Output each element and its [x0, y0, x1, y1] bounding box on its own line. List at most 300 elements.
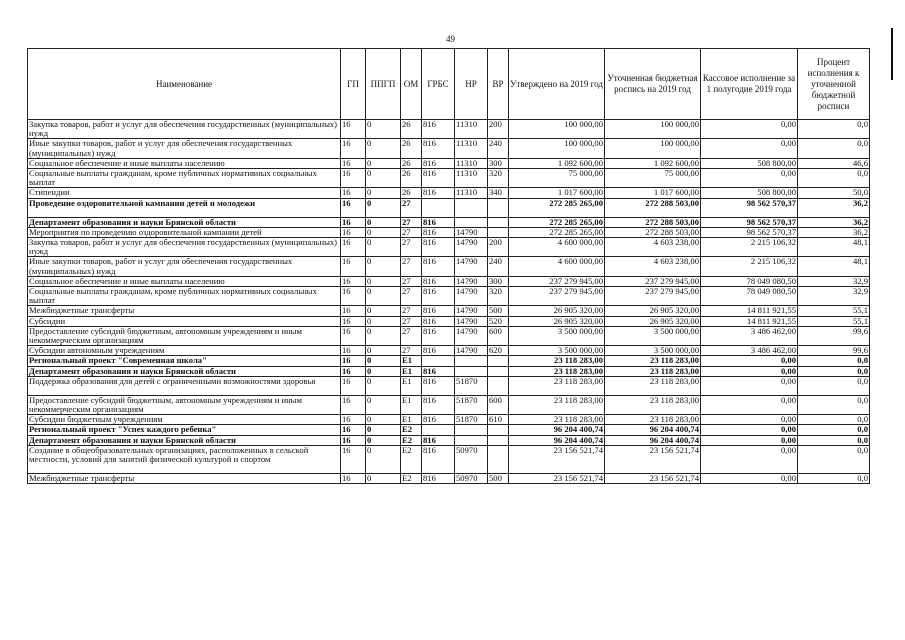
cell-percent: 0,0 [798, 435, 870, 445]
cell-approved: 75 000,00 [509, 169, 605, 188]
cell-refined: 23 118 283,00 [605, 395, 701, 414]
cell-ppgp: 0 [366, 139, 401, 158]
cell-ppgp: 0 [366, 326, 401, 345]
cell-name: Социальные выплаты гражданам, кроме публичных нормативных социальных выплат [28, 169, 341, 188]
table-row [28, 366, 870, 376]
cell-gp: 16 [341, 227, 366, 237]
cell-approved: 23 156 521,74 [509, 473, 605, 483]
table-row [28, 287, 870, 306]
cell-nr: 14790 [455, 238, 488, 257]
cell-nr [455, 435, 488, 445]
cell-approved: 96 204 400,74 [509, 435, 605, 445]
cell-om: 27 [401, 346, 422, 356]
cell-ppgp: 0 [366, 120, 401, 139]
table-row [28, 415, 870, 425]
cell-nr [455, 366, 488, 376]
cell-gp: 16 [341, 188, 366, 198]
cell-name: Иные закупки товаров, работ и услуг для обеспечения государственных (муниципальных) нужд [28, 139, 341, 158]
cell-gp: 16 [341, 415, 366, 425]
cell-om: 27 [401, 198, 422, 217]
cell-name: Межбюджетные трансферты [28, 473, 341, 483]
cell-ppgp: 0 [366, 169, 401, 188]
cell-vr: 620 [488, 346, 509, 356]
cell-refined: 96 204 400,74 [605, 425, 701, 435]
cell-nr: 11310 [455, 169, 488, 188]
cell-name: Департамент образования и науки Брянской области [28, 366, 341, 376]
cell-nr: 14790 [455, 346, 488, 356]
cell-om: E2 [401, 425, 422, 435]
cell-gp: 16 [341, 376, 366, 395]
cell-om: 27 [401, 276, 422, 286]
cell-refined: 100 000,00 [605, 139, 701, 158]
cell-gp: 16 [341, 158, 366, 168]
cell-refined: 26 905 320,00 [605, 306, 701, 316]
cell-percent: 0,0 [798, 445, 870, 473]
cell-grbs: 816 [422, 276, 455, 286]
cell-nr: 14790 [455, 227, 488, 237]
cell-grbs [422, 425, 455, 435]
cell-percent: 46,6 [798, 158, 870, 168]
cell-approved: 23 118 283,00 [509, 366, 605, 376]
cell-vr: 240 [488, 257, 509, 276]
cell-ppgp: 0 [366, 376, 401, 395]
cell-percent: 48,1 [798, 238, 870, 257]
cell-grbs: 816 [422, 376, 455, 395]
cell-refined: 26 905 320,00 [605, 316, 701, 326]
cell-refined: 96 204 400,74 [605, 435, 701, 445]
cell-vr: 320 [488, 169, 509, 188]
cell-grbs: 816 [422, 227, 455, 237]
cell-om: E1 [401, 415, 422, 425]
table-row [28, 425, 870, 435]
cell-vr: 500 [488, 473, 509, 483]
cell-nr: 11310 [455, 139, 488, 158]
cell-om: E2 [401, 445, 422, 473]
header-refined: Уточненная бюджетная роспись на 2019 год [605, 49, 701, 120]
cell-approved: 96 204 400,74 [509, 425, 605, 435]
cell-cash: 0,00 [701, 120, 798, 139]
cell-om: 27 [401, 227, 422, 237]
cell-cash: 98 562 570,37 [701, 198, 798, 217]
cell-ppgp: 0 [366, 287, 401, 306]
cell-grbs: 816 [422, 445, 455, 473]
cell-gp: 16 [341, 473, 366, 483]
cell-percent: 99,6 [798, 346, 870, 356]
cell-grbs: 816 [422, 217, 455, 227]
cell-percent: 0,0 [798, 139, 870, 158]
cell-refined: 4 603 238,00 [605, 257, 701, 276]
cell-nr [455, 425, 488, 435]
cell-refined: 100 000,00 [605, 120, 701, 139]
cell-cash: 14 811 921,55 [701, 316, 798, 326]
cell-nr: 14790 [455, 257, 488, 276]
cell-nr: 51870 [455, 415, 488, 425]
cell-ppgp: 0 [366, 158, 401, 168]
cell-percent: 36,2 [798, 198, 870, 217]
margin-line [891, 28, 893, 80]
cell-cash: 0,00 [701, 415, 798, 425]
cell-percent: 0,0 [798, 395, 870, 414]
cell-name: Региональный проект "Современная школа" [28, 356, 341, 366]
cell-vr [488, 376, 509, 395]
cell-grbs: 816 [422, 346, 455, 356]
cell-percent: 32,9 [798, 276, 870, 286]
cell-cash: 3 486 462,00 [701, 346, 798, 356]
table-body [28, 120, 870, 484]
cell-cash: 78 049 080,50 [701, 287, 798, 306]
cell-grbs: 816 [422, 158, 455, 168]
table-row [28, 473, 870, 483]
cell-name: Предоставление субсидий бюджетным, автономным учреждениям и иным некоммерческим организациям [28, 326, 341, 345]
cell-cash: 0,00 [701, 376, 798, 395]
cell-gp: 16 [341, 139, 366, 158]
cell-cash: 98 562 570,37 [701, 227, 798, 237]
cell-cash: 14 811 921,55 [701, 306, 798, 316]
cell-om: 27 [401, 238, 422, 257]
table-row [28, 435, 870, 445]
table-row [28, 158, 870, 168]
header-om: ОМ [401, 49, 422, 120]
cell-ppgp: 0 [366, 316, 401, 326]
cell-vr [488, 366, 509, 376]
cell-approved: 23 118 283,00 [509, 376, 605, 395]
cell-refined: 23 118 283,00 [605, 366, 701, 376]
cell-grbs: 816 [422, 435, 455, 445]
cell-approved: 272 285 265,00 [509, 227, 605, 237]
cell-grbs: 816 [422, 287, 455, 306]
cell-percent: 0,0 [798, 425, 870, 435]
cell-om: E1 [401, 356, 422, 366]
table-row [28, 120, 870, 139]
cell-vr: 320 [488, 287, 509, 306]
table-row [28, 276, 870, 286]
cell-grbs: 816 [422, 326, 455, 345]
cell-ppgp: 0 [366, 415, 401, 425]
cell-nr: 14790 [455, 306, 488, 316]
cell-ppgp: 0 [366, 276, 401, 286]
cell-vr: 600 [488, 326, 509, 345]
cell-vr [488, 227, 509, 237]
cell-vr: 200 [488, 238, 509, 257]
cell-cash: 0,00 [701, 139, 798, 158]
cell-nr: 11310 [455, 158, 488, 168]
cell-gp: 16 [341, 257, 366, 276]
cell-grbs: 816 [422, 415, 455, 425]
cell-percent: 55,1 [798, 316, 870, 326]
table-row [28, 257, 870, 276]
cell-refined: 237 279 945,00 [605, 276, 701, 286]
cell-refined: 23 118 283,00 [605, 376, 701, 395]
cell-approved: 237 279 945,00 [509, 276, 605, 286]
cell-nr: 11310 [455, 188, 488, 198]
cell-grbs: 816 [422, 366, 455, 376]
table-row [28, 217, 870, 227]
cell-gp: 16 [341, 445, 366, 473]
cell-grbs: 816 [422, 139, 455, 158]
cell-approved: 26 905 320,00 [509, 316, 605, 326]
cell-name: Закупка товаров, работ и услуг для обеспечения государственных (муниципальных) нужд [28, 238, 341, 257]
cell-percent: 0,0 [798, 356, 870, 366]
cell-gp: 16 [341, 326, 366, 345]
cell-vr: 300 [488, 158, 509, 168]
cell-refined: 237 279 945,00 [605, 287, 701, 306]
cell-name: Субсидии [28, 316, 341, 326]
cell-refined: 272 288 503,00 [605, 227, 701, 237]
cell-grbs: 816 [422, 395, 455, 414]
cell-name: Создание в общеобразовательных организациях, расположенных в сельской местности, условий для занятий физической культурой и спортом [28, 445, 341, 473]
cell-nr [455, 217, 488, 227]
cell-name: Закупка товаров, работ и услуг для обеспечения государственных (муниципальных) нужд [28, 120, 341, 139]
cell-refined: 23 156 521,74 [605, 445, 701, 473]
cell-gp: 16 [341, 366, 366, 376]
cell-name: Департамент образования и науки Брянской области [28, 435, 341, 445]
cell-cash: 2 215 106,32 [701, 238, 798, 257]
cell-approved: 100 000,00 [509, 139, 605, 158]
cell-refined: 1 017 600,00 [605, 188, 701, 198]
cell-percent: 32,9 [798, 287, 870, 306]
cell-grbs: 816 [422, 120, 455, 139]
cell-gp: 16 [341, 316, 366, 326]
table-row [28, 227, 870, 237]
header-vr: ВР [488, 49, 509, 120]
cell-refined: 4 603 238,00 [605, 238, 701, 257]
cell-grbs: 816 [422, 169, 455, 188]
table-row [28, 395, 870, 414]
header-approved: Утверждено на 2019 год [509, 49, 605, 120]
cell-ppgp: 0 [366, 217, 401, 227]
cell-percent: 0,0 [798, 473, 870, 483]
cell-approved: 3 500 000,00 [509, 346, 605, 356]
cell-ppgp: 0 [366, 425, 401, 435]
cell-gp: 16 [341, 198, 366, 217]
cell-vr [488, 425, 509, 435]
cell-vr: 200 [488, 120, 509, 139]
cell-refined: 272 288 503,00 [605, 198, 701, 217]
cell-nr: 50970 [455, 445, 488, 473]
cell-approved: 272 285 265,00 [509, 217, 605, 227]
cell-vr: 600 [488, 395, 509, 414]
cell-name: Субсидии бюджетным учреждениям [28, 415, 341, 425]
cell-approved: 23 118 283,00 [509, 415, 605, 425]
cell-name: Стипендии [28, 188, 341, 198]
table-row [28, 198, 870, 217]
cell-name: Мероприятия по проведению оздоровительной кампании детей [28, 227, 341, 237]
cell-cash: 0,00 [701, 425, 798, 435]
cell-ppgp: 0 [366, 445, 401, 473]
table-row [28, 326, 870, 345]
cell-cash: 508 800,00 [701, 188, 798, 198]
cell-cash: 0,00 [701, 435, 798, 445]
header-percent: Процент исполнения к уточненной бюджетной росписи [798, 49, 870, 120]
cell-cash: 0,00 [701, 395, 798, 414]
cell-gp: 16 [341, 217, 366, 227]
cell-om: 26 [401, 169, 422, 188]
cell-vr: 340 [488, 188, 509, 198]
cell-approved: 4 600 000,00 [509, 238, 605, 257]
cell-vr: 500 [488, 306, 509, 316]
cell-percent: 99,6 [798, 326, 870, 345]
header-ppgp: ППГП [366, 49, 401, 120]
cell-name: Департамент образования и науки Брянской области [28, 217, 341, 227]
cell-grbs [422, 356, 455, 366]
cell-nr: 11310 [455, 120, 488, 139]
cell-ppgp: 0 [366, 257, 401, 276]
header-gp: ГП [341, 49, 366, 120]
budget-table [27, 48, 870, 484]
cell-approved: 237 279 945,00 [509, 287, 605, 306]
cell-approved: 4 600 000,00 [509, 257, 605, 276]
header-name: Наименование [28, 49, 341, 120]
cell-gp: 16 [341, 356, 366, 366]
cell-vr [488, 445, 509, 473]
cell-ppgp: 0 [366, 227, 401, 237]
cell-gp: 16 [341, 276, 366, 286]
cell-grbs: 816 [422, 238, 455, 257]
cell-ppgp: 0 [366, 473, 401, 483]
cell-gp: 16 [341, 395, 366, 414]
cell-name: Иные закупки товаров, работ и услуг для обеспечения государственных (муниципальных) нужд [28, 257, 341, 276]
cell-vr [488, 217, 509, 227]
cell-ppgp: 0 [366, 366, 401, 376]
cell-vr [488, 198, 509, 217]
cell-approved: 3 500 000,00 [509, 326, 605, 345]
cell-ppgp: 0 [366, 395, 401, 414]
cell-grbs: 816 [422, 316, 455, 326]
cell-name: Проведение оздоровительной кампании детей и молодежи [28, 198, 341, 217]
cell-grbs: 816 [422, 188, 455, 198]
cell-nr: 50970 [455, 473, 488, 483]
table-row [28, 188, 870, 198]
table-row [28, 169, 870, 188]
cell-om: E2 [401, 473, 422, 483]
cell-refined: 75 000,00 [605, 169, 701, 188]
cell-gp: 16 [341, 120, 366, 139]
cell-gp: 16 [341, 346, 366, 356]
cell-cash: 2 215 106,32 [701, 257, 798, 276]
cell-refined: 23 156 521,74 [605, 473, 701, 483]
cell-grbs [422, 198, 455, 217]
cell-grbs: 816 [422, 257, 455, 276]
cell-om: 26 [401, 158, 422, 168]
cell-name: Предоставление субсидий бюджетным, автономным учреждениям и иным некоммерческим организациям [28, 395, 341, 414]
cell-cash: 0,00 [701, 445, 798, 473]
table-row [28, 346, 870, 356]
cell-percent: 55,1 [798, 306, 870, 316]
table-row [28, 238, 870, 257]
cell-approved: 26 905 320,00 [509, 306, 605, 316]
cell-percent: 50,0 [798, 188, 870, 198]
cell-name: Межбюджетные трансферты [28, 306, 341, 316]
cell-percent: 0,0 [798, 376, 870, 395]
cell-approved: 23 118 283,00 [509, 395, 605, 414]
cell-om: E1 [401, 366, 422, 376]
cell-ppgp: 0 [366, 346, 401, 356]
cell-ppgp: 0 [366, 198, 401, 217]
header-grbs: ГРБС [422, 49, 455, 120]
header-cash: Кассовое исполнение за 1 полугодие 2019 года [701, 49, 798, 120]
cell-vr: 300 [488, 276, 509, 286]
cell-vr: 520 [488, 316, 509, 326]
table-row [28, 376, 870, 395]
cell-name: Социальное обеспечение и иные выплаты населению [28, 158, 341, 168]
cell-percent: 48,1 [798, 257, 870, 276]
header-nr: НР [455, 49, 488, 120]
cell-approved: 100 000,00 [509, 120, 605, 139]
cell-cash: 98 562 570,37 [701, 217, 798, 227]
cell-percent: 0,0 [798, 120, 870, 139]
cell-cash: 3 486 462,00 [701, 326, 798, 345]
cell-om: 26 [401, 120, 422, 139]
cell-ppgp: 0 [366, 188, 401, 198]
cell-cash: 78 049 080,50 [701, 276, 798, 286]
table-header-row [28, 49, 870, 120]
cell-om: 26 [401, 139, 422, 158]
cell-ppgp: 0 [366, 306, 401, 316]
cell-om: E2 [401, 435, 422, 445]
cell-percent: 36,2 [798, 217, 870, 227]
cell-ppgp: 0 [366, 238, 401, 257]
cell-gp: 16 [341, 169, 366, 188]
cell-approved: 1 017 600,00 [509, 188, 605, 198]
cell-percent: 0,0 [798, 366, 870, 376]
cell-gp: 16 [341, 287, 366, 306]
cell-nr: 14790 [455, 287, 488, 306]
cell-grbs: 816 [422, 306, 455, 316]
cell-approved: 272 285 265,00 [509, 198, 605, 217]
table-row [28, 139, 870, 158]
cell-om: 27 [401, 257, 422, 276]
cell-om: 27 [401, 316, 422, 326]
cell-cash: 0,00 [701, 356, 798, 366]
page-number: 49 [446, 34, 455, 44]
cell-percent: 36,2 [798, 227, 870, 237]
cell-ppgp: 0 [366, 356, 401, 366]
table-row [28, 445, 870, 473]
cell-nr: 51870 [455, 395, 488, 414]
cell-refined: 23 118 283,00 [605, 356, 701, 366]
cell-gp: 16 [341, 306, 366, 316]
cell-approved: 23 118 283,00 [509, 356, 605, 366]
cell-om: E1 [401, 376, 422, 395]
table-row [28, 306, 870, 316]
cell-om: 27 [401, 306, 422, 316]
cell-nr [455, 198, 488, 217]
cell-grbs: 816 [422, 473, 455, 483]
cell-refined: 1 092 600,00 [605, 158, 701, 168]
cell-om: 27 [401, 326, 422, 345]
cell-name: Социальные выплаты гражданам, кроме публичных нормативных социальных выплат [28, 287, 341, 306]
cell-percent: 0,0 [798, 169, 870, 188]
cell-cash: 508 800,00 [701, 158, 798, 168]
cell-nr [455, 356, 488, 366]
cell-refined: 23 118 283,00 [605, 415, 701, 425]
cell-percent: 0,0 [798, 415, 870, 425]
cell-approved: 1 092 600,00 [509, 158, 605, 168]
cell-nr: 51870 [455, 376, 488, 395]
cell-om: 27 [401, 287, 422, 306]
cell-vr [488, 435, 509, 445]
cell-gp: 16 [341, 238, 366, 257]
cell-name: Поддержка образования для детей с ограниченными возможностями здоровья [28, 376, 341, 395]
cell-nr: 14790 [455, 316, 488, 326]
cell-refined: 3 500 000,00 [605, 326, 701, 345]
cell-om: E1 [401, 395, 422, 414]
cell-gp: 16 [341, 425, 366, 435]
cell-refined: 3 500 000,00 [605, 346, 701, 356]
cell-vr: 240 [488, 139, 509, 158]
cell-name: Социальное обеспечение и иные выплаты населению [28, 276, 341, 286]
cell-cash: 0,00 [701, 366, 798, 376]
